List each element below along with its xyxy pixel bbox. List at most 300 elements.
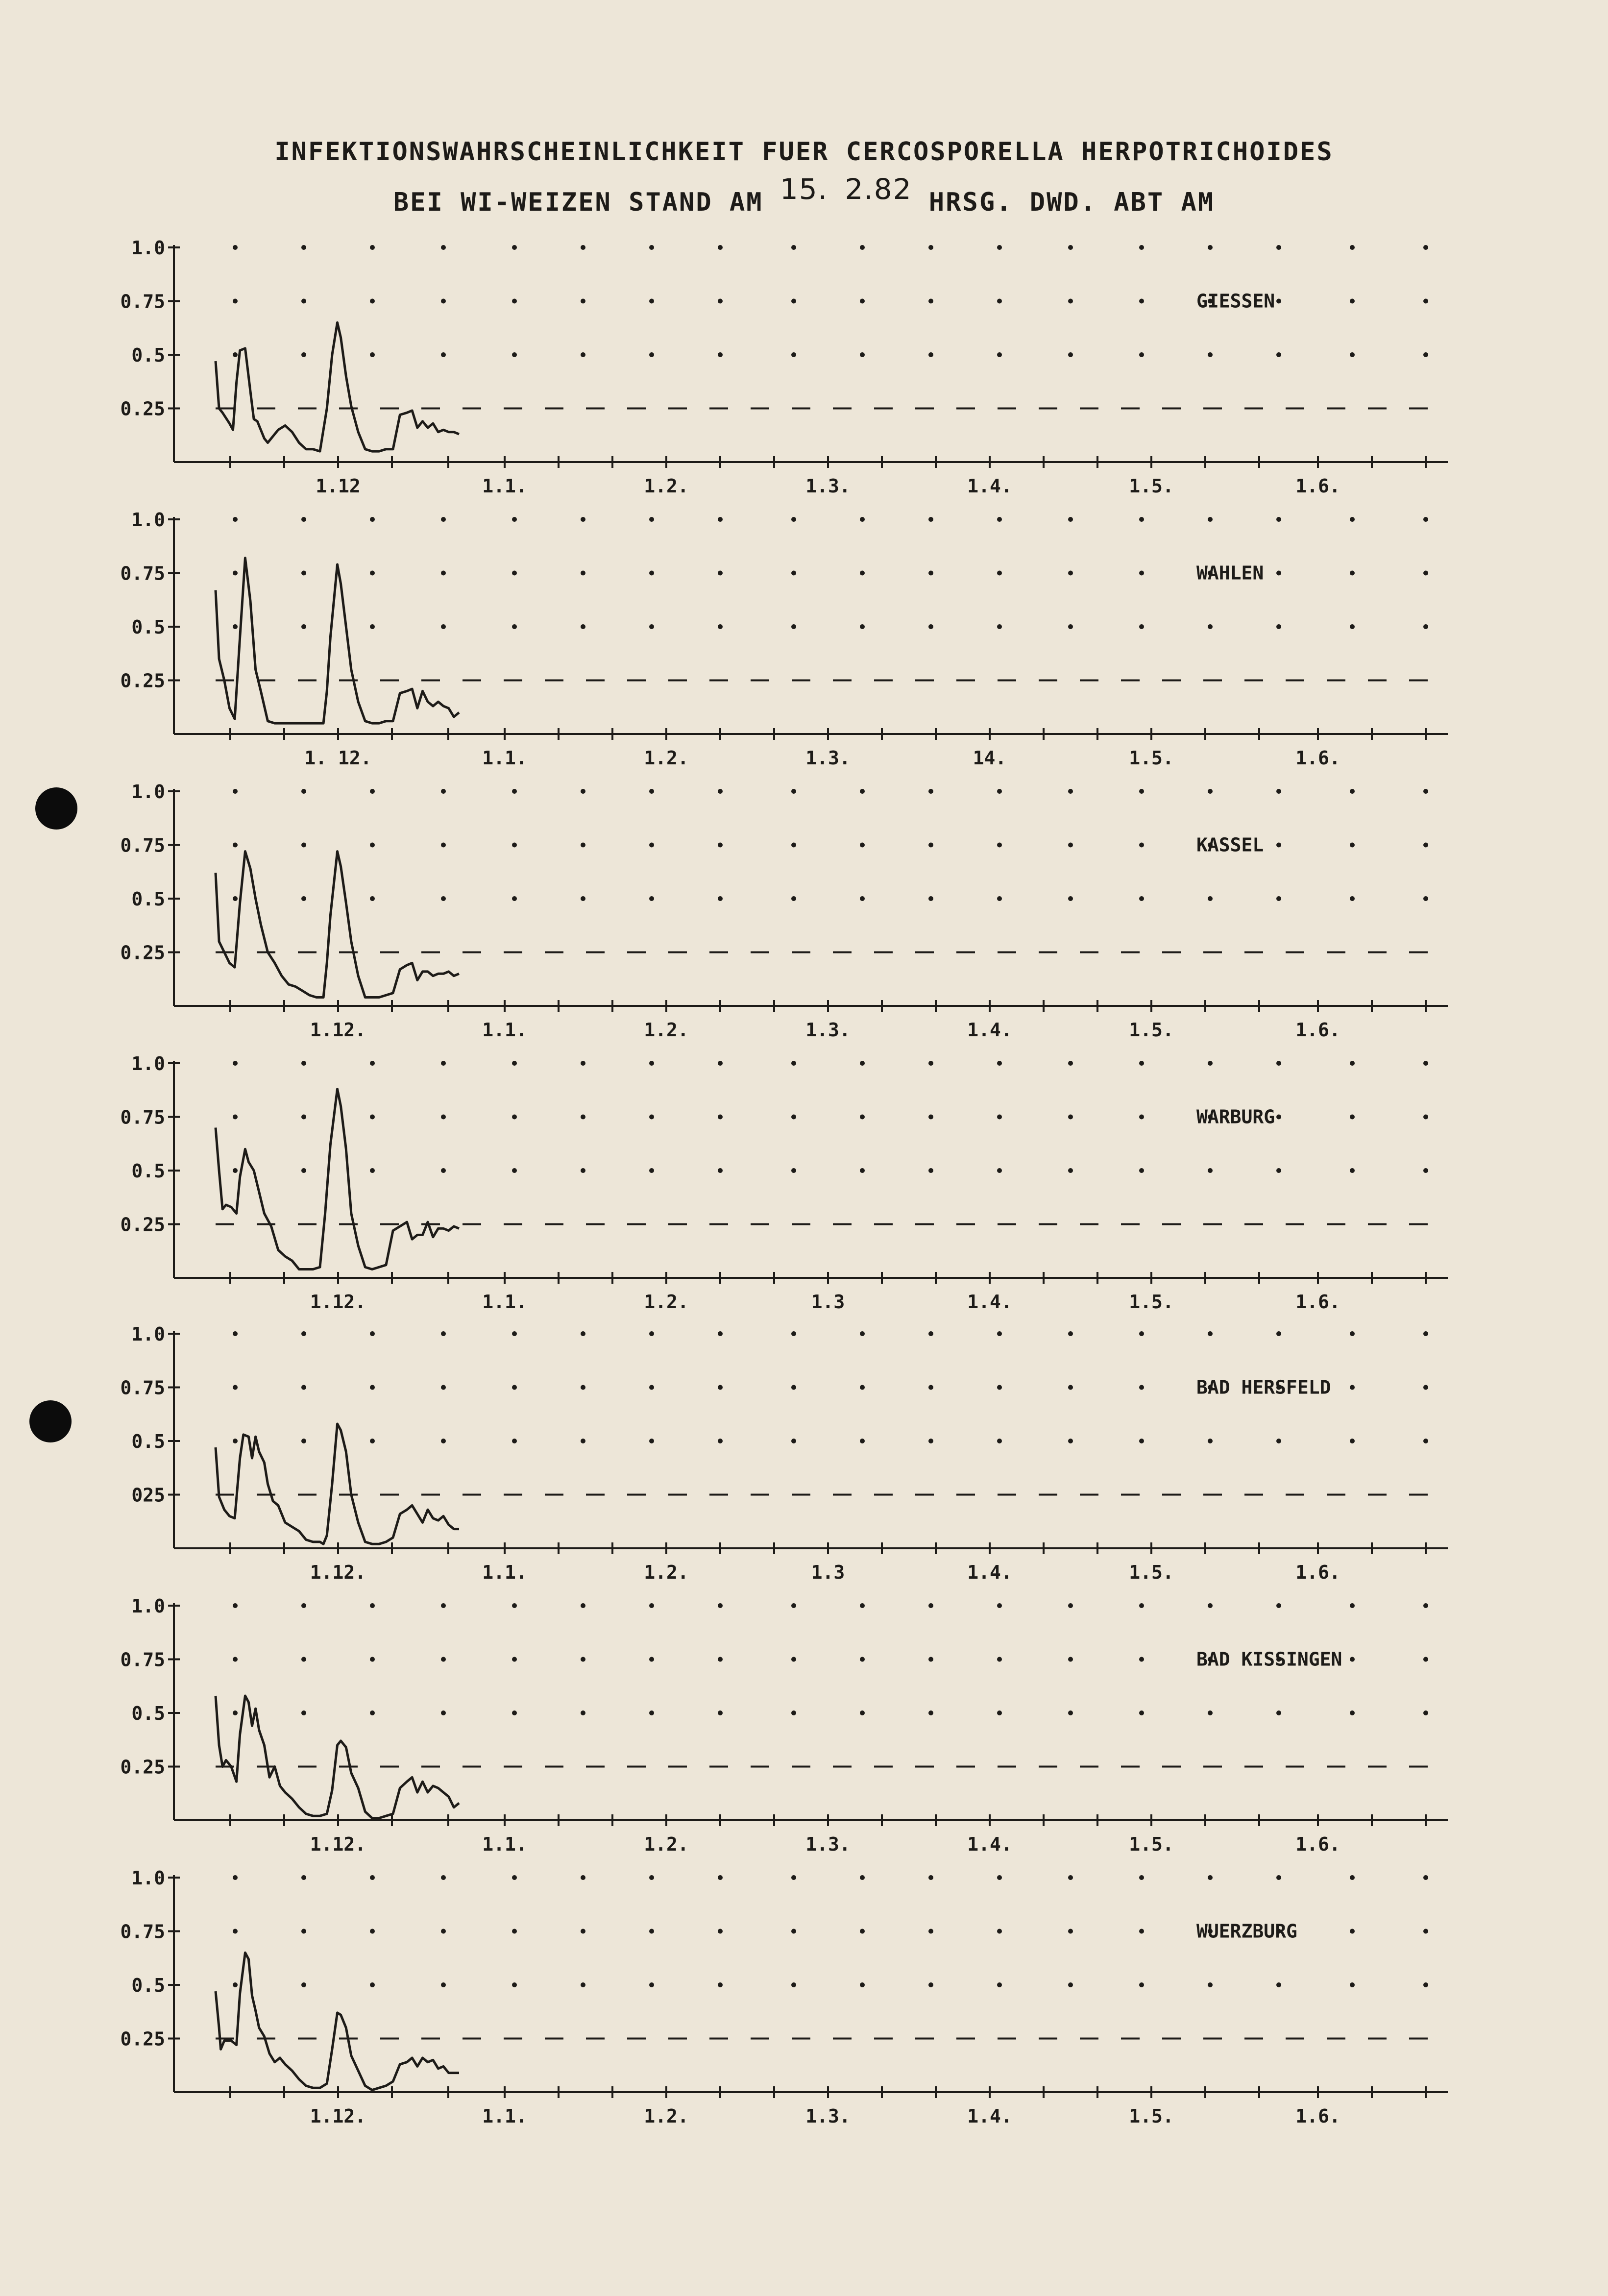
grid-dot bbox=[581, 1115, 585, 1120]
grid-dot bbox=[1423, 896, 1428, 901]
grid-dot bbox=[1139, 299, 1144, 304]
grid-dot bbox=[370, 1603, 375, 1608]
grid-dot bbox=[1423, 1875, 1428, 1880]
grid-dot bbox=[1276, 1982, 1281, 1987]
grid-dot bbox=[512, 1982, 517, 1987]
grid-dot bbox=[301, 1657, 306, 1662]
grid-dot bbox=[233, 352, 238, 357]
grid-dot bbox=[581, 1061, 585, 1066]
grid-dot bbox=[370, 299, 375, 304]
grid-dot bbox=[860, 1710, 865, 1715]
grid-dot bbox=[1068, 1331, 1073, 1336]
grid-dot bbox=[860, 517, 865, 522]
grid-dot bbox=[1068, 1168, 1073, 1173]
x-tick-label: 1.5. bbox=[1129, 1562, 1174, 1583]
grid-dot bbox=[1423, 1385, 1428, 1390]
x-tick-label: 1.3. bbox=[805, 747, 851, 769]
grid-dot bbox=[860, 352, 865, 357]
grid-dot bbox=[370, 624, 375, 629]
grid-dot bbox=[718, 1385, 723, 1390]
grid-dot bbox=[581, 245, 585, 250]
x-tick-label: 1.6. bbox=[1295, 1019, 1340, 1041]
x-tick-label: 1.5. bbox=[1129, 1019, 1174, 1041]
grid-dot bbox=[1139, 1982, 1144, 1987]
grid-dot bbox=[860, 1657, 865, 1662]
grid-dot bbox=[649, 517, 654, 522]
grid-dot bbox=[791, 299, 796, 304]
grid-dot bbox=[1423, 624, 1428, 629]
grid-dot bbox=[1423, 1710, 1428, 1715]
handwritten-date-rest: 2.82 bbox=[845, 172, 912, 206]
grid-dot bbox=[997, 1061, 1002, 1066]
grid-dot bbox=[718, 789, 723, 794]
grid-dot bbox=[1423, 1657, 1428, 1662]
grid-dot bbox=[1208, 624, 1213, 629]
x-tick-label: 1. 12. bbox=[304, 747, 372, 769]
grid-dot bbox=[928, 843, 933, 848]
grid-dot bbox=[581, 896, 585, 901]
grid-dot bbox=[581, 624, 585, 629]
x-tick-label: 1.6. bbox=[1295, 475, 1340, 497]
grid-dot bbox=[1276, 352, 1281, 357]
grid-dot bbox=[791, 245, 796, 250]
x-tick-label: 1.5. bbox=[1129, 747, 1174, 769]
grid-dot bbox=[860, 1439, 865, 1443]
grid-dot bbox=[997, 571, 1002, 576]
grid-dot bbox=[1068, 1115, 1073, 1120]
y-tick-label: 0.75 bbox=[120, 1921, 165, 1943]
y-tick-label: 0.25 bbox=[120, 942, 165, 964]
station-label: WARBURG bbox=[1196, 1106, 1275, 1128]
grid-dot bbox=[1208, 1061, 1213, 1066]
grid-dot bbox=[928, 299, 933, 304]
x-tick-label: 1.6. bbox=[1295, 1291, 1340, 1313]
grid-dot bbox=[1208, 896, 1213, 901]
grid-dot bbox=[301, 843, 306, 848]
grid-dot bbox=[718, 299, 723, 304]
grid-dot bbox=[997, 1439, 1002, 1443]
grid-dot bbox=[233, 517, 238, 522]
grid-dot bbox=[581, 1168, 585, 1173]
grid-dot bbox=[233, 299, 238, 304]
grid-dot bbox=[1350, 1385, 1355, 1390]
x-tick-label: 1.4. bbox=[967, 1833, 1012, 1855]
grid-dot bbox=[1276, 1710, 1281, 1715]
grid-dot bbox=[649, 1982, 654, 1987]
grid-dot bbox=[997, 789, 1002, 794]
grid-dot bbox=[1139, 1061, 1144, 1066]
grid-dot bbox=[1068, 1982, 1073, 1987]
grid-dot bbox=[233, 789, 238, 794]
grid-dot bbox=[512, 245, 517, 250]
y-tick-label: 1.0 bbox=[131, 509, 165, 531]
grid-dot bbox=[928, 1657, 933, 1662]
grid-dot bbox=[1350, 843, 1355, 848]
grid-dot bbox=[370, 571, 375, 576]
grid-dot bbox=[928, 517, 933, 522]
grid-dot bbox=[649, 1385, 654, 1390]
grid-dot bbox=[441, 1657, 446, 1662]
y-tick-label: 0.5 bbox=[131, 344, 165, 366]
x-tick-label: 1.2. bbox=[644, 1562, 689, 1583]
grid-dot bbox=[512, 896, 517, 901]
grid-dot bbox=[649, 789, 654, 794]
handwritten-date-day: 15. bbox=[780, 172, 828, 206]
grid-dot bbox=[1276, 1875, 1281, 1880]
grid-dot bbox=[512, 1115, 517, 1120]
grid-dot bbox=[581, 1710, 585, 1715]
chart-panel-3 bbox=[120, 1053, 1448, 1313]
x-tick-label: 1.1. bbox=[482, 747, 527, 769]
grid-dot bbox=[649, 1929, 654, 1934]
grid-dot bbox=[1139, 843, 1144, 848]
chart-panel-6 bbox=[120, 1867, 1448, 2127]
grid-dot bbox=[370, 1875, 375, 1880]
grid-dot bbox=[1068, 245, 1073, 250]
grid-dot bbox=[1350, 571, 1355, 576]
grid-dot bbox=[370, 1061, 375, 1066]
grid-dot bbox=[718, 1982, 723, 1987]
grid-dot bbox=[997, 1710, 1002, 1715]
grid-dot bbox=[718, 1603, 723, 1608]
grid-dot bbox=[233, 896, 238, 901]
grid-dot bbox=[370, 843, 375, 848]
grid-dot bbox=[1068, 571, 1073, 576]
grid-dot bbox=[301, 1115, 306, 1120]
grid-dot bbox=[370, 1657, 375, 1662]
grid-dot bbox=[1350, 789, 1355, 794]
x-tick-label: 1.4. bbox=[967, 475, 1012, 497]
grid-dot bbox=[1423, 843, 1428, 848]
grid-dot bbox=[512, 1929, 517, 1934]
grid-dot bbox=[1276, 1603, 1281, 1608]
x-tick-label: 1.4. bbox=[967, 1019, 1012, 1041]
series-line bbox=[216, 1696, 459, 1818]
grid-dot bbox=[301, 1168, 306, 1173]
grid-dot bbox=[1208, 352, 1213, 357]
x-tick-label: 1.12. bbox=[310, 1833, 366, 1855]
grid-dot bbox=[860, 1603, 865, 1608]
grid-dot bbox=[1350, 517, 1355, 522]
grid-dot bbox=[791, 1875, 796, 1880]
grid-dot bbox=[441, 517, 446, 522]
grid-dot bbox=[1423, 789, 1428, 794]
grid-dot bbox=[649, 245, 654, 250]
grid-dot bbox=[370, 896, 375, 901]
grid-dot bbox=[370, 1439, 375, 1443]
grid-dot bbox=[1208, 1603, 1213, 1608]
y-tick-label: 0.5 bbox=[131, 1431, 165, 1452]
grid-dot bbox=[441, 1929, 446, 1934]
x-tick-label: 1.1. bbox=[482, 2105, 527, 2127]
x-tick-label: 1.3. bbox=[805, 2105, 851, 2127]
grid-dot bbox=[512, 571, 517, 576]
grid-dot bbox=[301, 1982, 306, 1987]
grid-dot bbox=[1208, 517, 1213, 522]
grid-dot bbox=[370, 1331, 375, 1336]
grid-dot bbox=[649, 299, 654, 304]
grid-dot bbox=[301, 624, 306, 629]
chart-panel-0 bbox=[120, 237, 1448, 497]
grid-dot bbox=[1208, 1331, 1213, 1336]
grid-dot bbox=[370, 1385, 375, 1390]
grid-dot bbox=[928, 1603, 933, 1608]
grid-dot bbox=[791, 1115, 796, 1120]
grid-dot bbox=[581, 1603, 585, 1608]
grid-dot bbox=[512, 1168, 517, 1173]
x-tick-label: 1.4. bbox=[967, 2105, 1012, 2127]
grid-dot bbox=[997, 624, 1002, 629]
series-line bbox=[216, 1424, 459, 1544]
grid-dot bbox=[512, 517, 517, 522]
grid-dot bbox=[1350, 1439, 1355, 1443]
grid-dot bbox=[1276, 1115, 1281, 1120]
grid-dot bbox=[1276, 1061, 1281, 1066]
grid-dot bbox=[1350, 1603, 1355, 1608]
grid-dot bbox=[997, 1982, 1002, 1987]
grid-dot bbox=[997, 843, 1002, 848]
grid-dot bbox=[581, 789, 585, 794]
grid-dot bbox=[997, 1657, 1002, 1662]
x-tick-label: 1.2. bbox=[644, 1019, 689, 1041]
grid-dot bbox=[718, 1331, 723, 1336]
subtitle-suffix: HRSG. DWD. ABT AM bbox=[928, 188, 1215, 217]
grid-dot bbox=[301, 789, 306, 794]
y-tick-label: 0.25 bbox=[120, 398, 165, 420]
grid-dot bbox=[233, 1115, 238, 1120]
y-tick-label: 1.0 bbox=[131, 1323, 165, 1345]
y-tick-label: 0.5 bbox=[131, 1975, 165, 1996]
chart-panel-1 bbox=[120, 509, 1448, 769]
grid-dot bbox=[1350, 624, 1355, 629]
grid-dot bbox=[928, 789, 933, 794]
grid-dot bbox=[791, 1657, 796, 1662]
grid-dot bbox=[860, 789, 865, 794]
grid-dot bbox=[1139, 1875, 1144, 1880]
grid-dot bbox=[301, 1331, 306, 1336]
grid-dot bbox=[301, 299, 306, 304]
y-tick-label: 0.75 bbox=[120, 1649, 165, 1671]
y-tick-label: 0.25 bbox=[120, 1214, 165, 1236]
grid-dot bbox=[233, 1875, 238, 1880]
grid-dot bbox=[1276, 843, 1281, 848]
report-title: INFEKTIONSWAHRSCHEINLICHKEIT FUER CERCOSPORELLA HERPOTRICHOIDES bbox=[274, 137, 1334, 167]
grid-dot bbox=[1423, 571, 1428, 576]
grid-dot bbox=[1423, 1115, 1428, 1120]
grid-dot bbox=[1350, 1982, 1355, 1987]
grid-dot bbox=[301, 1439, 306, 1443]
grid-dot bbox=[649, 843, 654, 848]
grid-dot bbox=[718, 1061, 723, 1066]
grid-dot bbox=[1068, 1710, 1073, 1715]
grid-dot bbox=[928, 1331, 933, 1336]
grid-dot bbox=[1139, 624, 1144, 629]
grid-dot bbox=[718, 1710, 723, 1715]
grid-dot bbox=[1423, 1439, 1428, 1443]
grid-dot bbox=[997, 1115, 1002, 1120]
grid-dot bbox=[649, 1168, 654, 1173]
grid-dot bbox=[928, 352, 933, 357]
grid-dot bbox=[441, 352, 446, 357]
grid-dot bbox=[1139, 571, 1144, 576]
grid-dot bbox=[1208, 1439, 1213, 1443]
grid-dot bbox=[860, 624, 865, 629]
grid-dot bbox=[791, 789, 796, 794]
grid-dot bbox=[1350, 896, 1355, 901]
grid-dot bbox=[1139, 1603, 1144, 1608]
x-tick-label: 1.5. bbox=[1129, 2105, 1174, 2127]
y-tick-label: 0.5 bbox=[131, 1160, 165, 1182]
grid-dot bbox=[441, 896, 446, 901]
grid-dot bbox=[370, 1168, 375, 1173]
grid-dot bbox=[718, 896, 723, 901]
x-tick-label: 1.3 bbox=[811, 1291, 845, 1313]
grid-dot bbox=[1139, 517, 1144, 522]
grid-dot bbox=[581, 1439, 585, 1443]
grid-dot bbox=[512, 1657, 517, 1662]
y-tick-label: 1.0 bbox=[131, 237, 165, 259]
grid-dot bbox=[1350, 1657, 1355, 1662]
grid-dot bbox=[581, 843, 585, 848]
grid-dot bbox=[301, 1385, 306, 1390]
y-tick-label: 1.0 bbox=[131, 1867, 165, 1889]
x-tick-label: 1.6. bbox=[1295, 1562, 1340, 1583]
grid-dot bbox=[512, 352, 517, 357]
grid-dot bbox=[301, 1061, 306, 1066]
grid-dot bbox=[791, 517, 796, 522]
grid-dot bbox=[791, 1061, 796, 1066]
grid-dot bbox=[441, 1061, 446, 1066]
grid-dot bbox=[860, 1061, 865, 1066]
grid-dot bbox=[1139, 245, 1144, 250]
grid-dot bbox=[441, 789, 446, 794]
grid-dot bbox=[441, 1331, 446, 1336]
grid-dot bbox=[718, 1657, 723, 1662]
grid-dot bbox=[1068, 517, 1073, 522]
grid-dot bbox=[1423, 1929, 1428, 1934]
grid-dot bbox=[581, 1331, 585, 1336]
series-line bbox=[216, 1089, 459, 1270]
x-tick-label: 1.2. bbox=[644, 1833, 689, 1855]
grid-dot bbox=[928, 1929, 933, 1934]
grid-dot bbox=[718, 624, 723, 629]
grid-dot bbox=[649, 1061, 654, 1066]
grid-dot bbox=[581, 299, 585, 304]
grid-dot bbox=[233, 571, 238, 576]
grid-dot bbox=[1350, 1929, 1355, 1934]
grid-dot bbox=[1068, 896, 1073, 901]
grid-dot bbox=[441, 1982, 446, 1987]
grid-dot bbox=[860, 299, 865, 304]
x-tick-label: 1.1. bbox=[482, 475, 527, 497]
grid-dot bbox=[928, 245, 933, 250]
grid-dot bbox=[1276, 1439, 1281, 1443]
subtitle-prefix: BEI WI-WEIZEN STAND AM bbox=[393, 188, 763, 217]
grid-dot bbox=[441, 1439, 446, 1443]
grid-dot bbox=[233, 245, 238, 250]
grid-dot bbox=[1068, 1657, 1073, 1662]
y-tick-label: 0.5 bbox=[131, 888, 165, 910]
grid-dot bbox=[718, 1168, 723, 1173]
grid-dot bbox=[1208, 1710, 1213, 1715]
grid-dot bbox=[1276, 789, 1281, 794]
grid-dot bbox=[1350, 1875, 1355, 1880]
grid-dot bbox=[301, 896, 306, 901]
station-label: GIESSEN bbox=[1196, 290, 1275, 312]
chart-panel-4 bbox=[120, 1323, 1448, 1583]
grid-dot bbox=[441, 624, 446, 629]
grid-dot bbox=[301, 571, 306, 576]
grid-dot bbox=[441, 1168, 446, 1173]
grid-dot bbox=[581, 1657, 585, 1662]
grid-dot bbox=[791, 843, 796, 848]
grid-dot bbox=[649, 571, 654, 576]
grid-dot bbox=[649, 1331, 654, 1336]
grid-dot bbox=[1068, 1875, 1073, 1880]
grid-dot bbox=[791, 1982, 796, 1987]
grid-dot bbox=[1139, 1929, 1144, 1934]
grid-dot bbox=[233, 624, 238, 629]
grid-dot bbox=[791, 1710, 796, 1715]
grid-dot bbox=[512, 1875, 517, 1880]
x-tick-label: 14. bbox=[973, 747, 1007, 769]
x-tick-label: 1.2. bbox=[644, 2105, 689, 2127]
x-tick-label: 1.3. bbox=[805, 1833, 851, 1855]
grid-dot bbox=[581, 1982, 585, 1987]
grid-dot bbox=[441, 1115, 446, 1120]
x-tick-label: 1.1. bbox=[482, 1019, 527, 1041]
grid-dot bbox=[928, 571, 933, 576]
series-line bbox=[216, 558, 459, 723]
grid-dot bbox=[441, 1603, 446, 1608]
x-tick-label: 1.1. bbox=[482, 1291, 527, 1313]
x-tick-label: 1.12. bbox=[310, 2105, 366, 2127]
grid-dot bbox=[1423, 1168, 1428, 1173]
grid-dot bbox=[1423, 1331, 1428, 1336]
grid-dot bbox=[1208, 1875, 1213, 1880]
grid-dot bbox=[718, 352, 723, 357]
x-tick-label: 1.4. bbox=[967, 1291, 1012, 1313]
grid-dot bbox=[1423, 352, 1428, 357]
grid-dot bbox=[1276, 299, 1281, 304]
x-tick-label: 1.1. bbox=[482, 1562, 527, 1583]
grid-dot bbox=[301, 517, 306, 522]
grid-dot bbox=[997, 299, 1002, 304]
grid-dot bbox=[512, 789, 517, 794]
grid-dot bbox=[233, 1710, 238, 1715]
grid-dot bbox=[718, 1115, 723, 1120]
grid-dot bbox=[928, 1115, 933, 1120]
grid-dot bbox=[649, 1115, 654, 1120]
x-tick-label: 1.12. bbox=[310, 1019, 366, 1041]
x-tick-label: 1.1. bbox=[482, 1833, 527, 1855]
grid-dot bbox=[1350, 299, 1355, 304]
grid-dot bbox=[1276, 624, 1281, 629]
grid-dot bbox=[997, 1168, 1002, 1173]
grid-dot bbox=[441, 1710, 446, 1715]
grid-dot bbox=[370, 517, 375, 522]
grid-dot bbox=[512, 1710, 517, 1715]
grid-dot bbox=[233, 1603, 238, 1608]
grid-dot bbox=[370, 1115, 375, 1120]
grid-dot bbox=[649, 1875, 654, 1880]
grid-dot bbox=[718, 843, 723, 848]
grid-dot bbox=[860, 896, 865, 901]
grid-dot bbox=[928, 896, 933, 901]
grid-dot bbox=[1423, 245, 1428, 250]
grid-dot bbox=[370, 352, 375, 357]
y-tick-label: 025 bbox=[131, 1484, 165, 1506]
